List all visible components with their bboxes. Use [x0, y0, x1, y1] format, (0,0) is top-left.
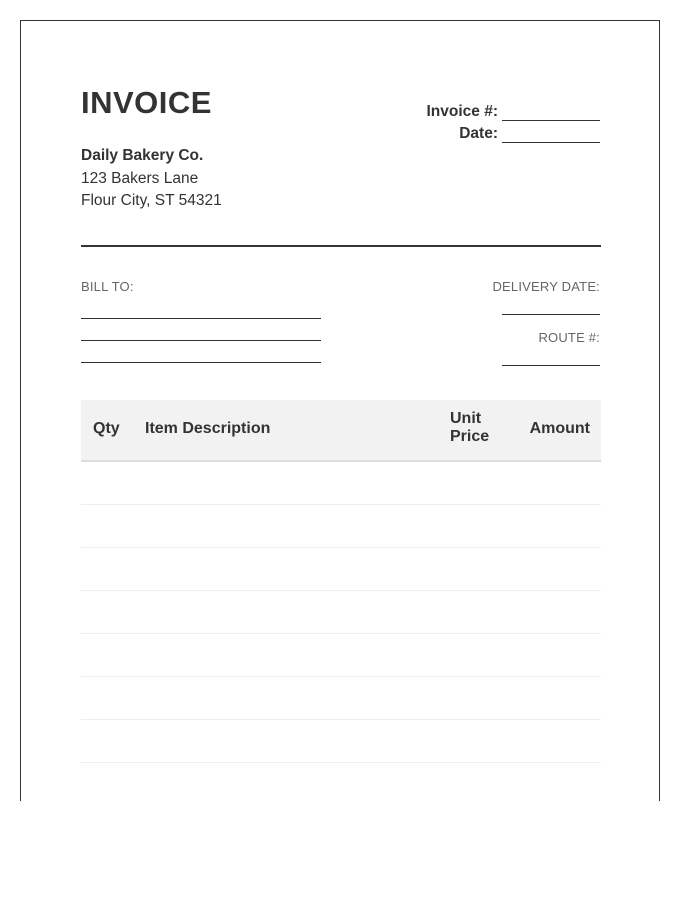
items-table-body [81, 462, 601, 763]
bill-to-line-3[interactable] [81, 362, 321, 363]
table-row[interactable] [81, 505, 601, 548]
company-block [81, 145, 222, 213]
invoice-meta [427, 99, 601, 143]
invoice-title: INVOICE [81, 85, 212, 120]
column-header-description: Item Description [145, 420, 271, 437]
header-divider [81, 245, 601, 247]
table-row[interactable] [81, 548, 601, 591]
invoice-date-field[interactable] [502, 126, 600, 143]
table-row[interactable] [81, 462, 601, 505]
delivery-date-label: DELIVERY DATE: [492, 279, 600, 294]
bill-to-line-2[interactable] [81, 340, 321, 341]
column-header-unit-price: Unit Price [450, 410, 490, 445]
invoice-date-label: Date: [459, 125, 498, 142]
company-address-line2: Flour City, ST 54321 [81, 192, 222, 209]
route-label: ROUTE #: [538, 330, 600, 345]
company-name: Daily Bakery Co. [81, 147, 204, 164]
items-table-header [81, 400, 601, 462]
invoice-page [20, 20, 660, 801]
invoice-number-label: Invoice #: [426, 103, 498, 120]
bill-to-line-1[interactable] [81, 318, 321, 319]
column-header-qty: Qty [93, 420, 120, 437]
table-row[interactable] [81, 591, 601, 634]
delivery-date-field[interactable] [502, 314, 600, 315]
table-row[interactable] [81, 634, 601, 677]
company-address-line1: 123 Bakers Lane [81, 169, 199, 187]
invoice-date-row [427, 121, 601, 143]
column-header-amount: Amount [529, 420, 590, 437]
route-field[interactable] [502, 365, 600, 366]
table-row[interactable] [81, 677, 601, 720]
items-table [81, 400, 601, 763]
invoice-number-row [427, 99, 601, 121]
table-row[interactable] [81, 720, 601, 763]
invoice-number-field[interactable] [502, 104, 600, 121]
bill-to-label: BILL TO: [81, 279, 134, 294]
